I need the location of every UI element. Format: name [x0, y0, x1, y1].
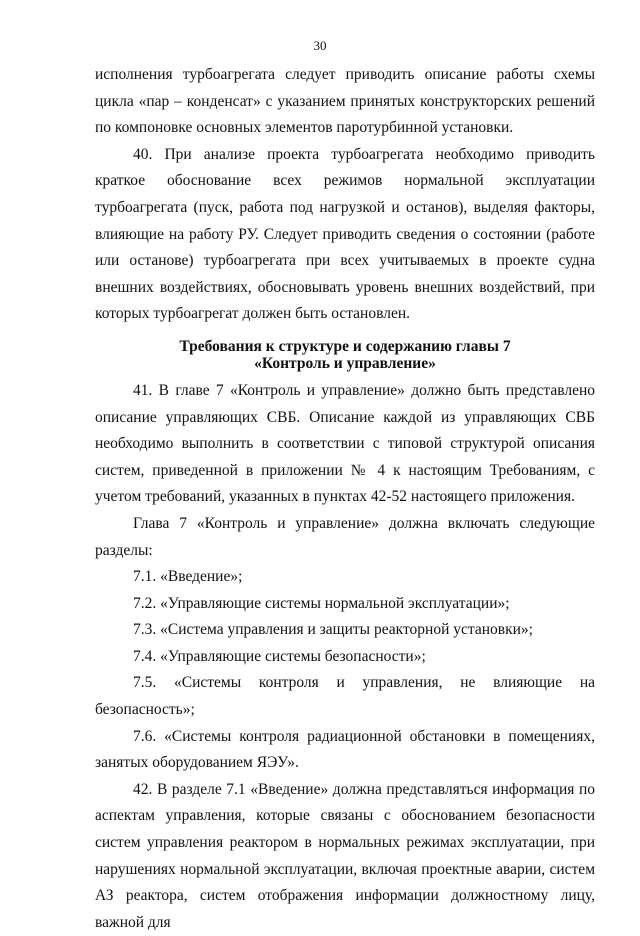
- paragraph-40: 40. При анализе проекта турбоагрегата необходимо приводить краткое обоснование всех режимов нормальной эксплуатации турбоагрегата (пуск, работа под нагрузкой и останов), выделяя факторы, влияющие на работу РУ. Следует приводить сведения о состоянии (работе или останове) турбоагрегата при всех учитываемых в проекте судна внешних воздействиях, обосновывать уровень внешних воздействий, при которых турбоагрегат должен быть остановлен.: [95, 145, 595, 323]
- paragraph-41: 41. В главе 7 «Контроль и управление» должно быть представлено описание управляющих СВБ. Описание каждой из управляющих СВБ необходимо выполнить в соответствии с типовой структурой описания систем, приведенной в приложении № 4 к настоящим Требованиям, с учетом требований, указанных в пунктах 42-52 настоящего приложения.: [95, 381, 595, 506]
- page-number: 30: [313, 38, 327, 53]
- page-content: [95, 62, 595, 936]
- paragraph-continuation: исполнения турбоагрегата следует приводить описание работы схемы цикла «пар – конденсат» с указанием принятых конструкторских решений по компоновке основных элементов паротурбинной установки.: [95, 66, 595, 137]
- list-item-7-1: 7.1. «Введение»;: [133, 568, 243, 586]
- paragraph-42: 42. В разделе 7.1 «Введение» должна представляться информация по аспектам управления, которые связаны с обоснованием безопасности систем управления реактором в нормальных режимах эксплуатации, при нарушениях нормальной эксплуатации, включая проектные аварии, систем АЗ реактора, систем отображения информации должностному лицу, важной для: [95, 780, 595, 931]
- paragraph-sections-intro: Глава 7 «Контроль и управление» должна включать следующие разделы:: [95, 514, 595, 559]
- list-item-7-5: 7.5. «Системы контроля и управления, не влияющие на безопасность»;: [95, 674, 595, 719]
- list-item-7-2: 7.2. «Управляющие системы нормальной эксплуатации»;: [133, 594, 510, 612]
- heading-line-1: Требования к структуре и содержанию главы 7: [179, 337, 511, 355]
- list-item-7-4: 7.4. «Управляющие системы безопасности»;: [133, 647, 426, 665]
- list-item-7-3: 7.3. «Система управления и защиты реакторной установки»;: [133, 621, 533, 639]
- section-heading: [95, 332, 595, 372]
- heading-line-2: «Контроль и управление»: [254, 354, 436, 372]
- list-item-7-6: 7.6. «Системы контроля радиационной обстановки в помещениях, занятых оборудованием ЯЭУ».: [95, 727, 595, 772]
